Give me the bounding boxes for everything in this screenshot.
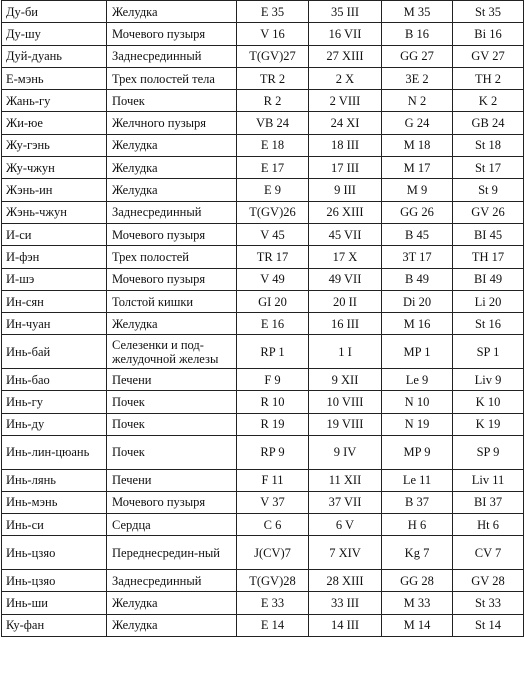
point-name-cell: Жань-гу (2, 90, 107, 112)
code-cell-4: TH 2 (453, 67, 524, 89)
code-cell-1: E 14 (237, 614, 309, 636)
code-cell-2: 20 II (309, 290, 382, 312)
code-cell-2: 26 XIII (309, 201, 382, 223)
code-cell-1: E 18 (237, 134, 309, 156)
meridian-cell: Заднесрединный (107, 570, 237, 592)
meridian-cell: Почек (107, 435, 237, 469)
code-cell-1: GI 20 (237, 290, 309, 312)
code-cell-1: E 17 (237, 157, 309, 179)
code-cell-3: G 24 (382, 112, 453, 134)
meridian-cell: Мочевого пузыря (107, 491, 237, 513)
meridian-cell: Мочевого пузыря (107, 23, 237, 45)
code-cell-4: St 17 (453, 157, 524, 179)
table-row (2, 157, 524, 179)
meridian-cell: Желудка (107, 134, 237, 156)
point-name-cell: Инь-мэнь (2, 491, 107, 513)
code-cell-1: F 11 (237, 469, 309, 491)
code-cell-3: B 16 (382, 23, 453, 45)
meridian-cell: Почек (107, 391, 237, 413)
table-row (2, 67, 524, 89)
meridian-cell: Мочевого пузыря (107, 223, 237, 245)
code-cell-4: St 16 (453, 313, 524, 335)
table-row (2, 268, 524, 290)
code-cell-4: K 19 (453, 413, 524, 435)
code-cell-2: 2 VIII (309, 90, 382, 112)
point-name-cell: Инь-гу (2, 391, 107, 413)
code-cell-3: N 10 (382, 391, 453, 413)
code-cell-2: 11 XII (309, 469, 382, 491)
point-name-cell: Инь-лин-цюань (2, 435, 107, 469)
code-cell-2: 9 IV (309, 435, 382, 469)
acupuncture-points-table (1, 0, 524, 637)
table-row (2, 223, 524, 245)
meridian-cell: Почек (107, 413, 237, 435)
code-cell-2: 28 XIII (309, 570, 382, 592)
code-cell-3: M 14 (382, 614, 453, 636)
meridian-cell: Переднесредин-ный (107, 536, 237, 570)
code-cell-2: 19 VIII (309, 413, 382, 435)
code-cell-3: H 6 (382, 514, 453, 536)
code-cell-3: MP 1 (382, 335, 453, 369)
code-cell-4: Bi 16 (453, 23, 524, 45)
point-name-cell: И-шэ (2, 268, 107, 290)
table-row (2, 570, 524, 592)
table-row (2, 1, 524, 23)
table-row (2, 435, 524, 469)
code-cell-1: V 45 (237, 223, 309, 245)
meridian-cell: Желудка (107, 592, 237, 614)
code-cell-2: 27 XIII (309, 45, 382, 67)
code-cell-2: 45 VII (309, 223, 382, 245)
meridian-cell: Трех полостей тела (107, 67, 237, 89)
code-cell-1: E 33 (237, 592, 309, 614)
code-cell-4: St 18 (453, 134, 524, 156)
table-row (2, 45, 524, 67)
code-cell-3: 3E 2 (382, 67, 453, 89)
code-cell-3: Kg 7 (382, 536, 453, 570)
point-name-cell: Инь-бай (2, 335, 107, 369)
point-name-cell: Дуй-дуань (2, 45, 107, 67)
point-name-cell: Жэнь-ин (2, 179, 107, 201)
table-row (2, 313, 524, 335)
code-cell-1: TR 17 (237, 246, 309, 268)
code-cell-1: V 37 (237, 491, 309, 513)
code-cell-1: R 10 (237, 391, 309, 413)
code-cell-4: BI 37 (453, 491, 524, 513)
meridian-cell: Желудка (107, 179, 237, 201)
code-cell-3: GG 26 (382, 201, 453, 223)
meridian-cell: Желудка (107, 614, 237, 636)
point-name-cell: И-фэн (2, 246, 107, 268)
code-cell-4: SP 1 (453, 335, 524, 369)
code-cell-4: St 35 (453, 1, 524, 23)
table-row (2, 134, 524, 156)
meridian-cell: Печени (107, 469, 237, 491)
code-cell-2: 49 VII (309, 268, 382, 290)
point-name-cell: Е-мэнь (2, 67, 107, 89)
code-cell-4: Li 20 (453, 290, 524, 312)
code-cell-3: M 9 (382, 179, 453, 201)
code-cell-3: M 18 (382, 134, 453, 156)
code-cell-1: E 9 (237, 179, 309, 201)
code-cell-3: M 33 (382, 592, 453, 614)
code-cell-1: J(CV)7 (237, 536, 309, 570)
code-cell-2: 2 X (309, 67, 382, 89)
code-cell-1: E 16 (237, 313, 309, 335)
table-row (2, 413, 524, 435)
code-cell-4: GV 26 (453, 201, 524, 223)
code-cell-1: V 16 (237, 23, 309, 45)
code-cell-2: 9 III (309, 179, 382, 201)
table-row (2, 290, 524, 312)
code-cell-1: F 9 (237, 369, 309, 391)
code-cell-1: VB 24 (237, 112, 309, 134)
code-cell-4: TH 17 (453, 246, 524, 268)
code-cell-2: 37 VII (309, 491, 382, 513)
point-name-cell: Инь-ши (2, 592, 107, 614)
point-name-cell: Инь-лянь (2, 469, 107, 491)
code-cell-1: T(GV)28 (237, 570, 309, 592)
point-name-cell: Ин-чуан (2, 313, 107, 335)
code-cell-2: 17 X (309, 246, 382, 268)
code-cell-1: RP 9 (237, 435, 309, 469)
code-cell-3: N 19 (382, 413, 453, 435)
code-cell-2: 33 III (309, 592, 382, 614)
meridian-cell: Почек (107, 90, 237, 112)
code-cell-2: 9 XII (309, 369, 382, 391)
meridian-cell: Заднесрединный (107, 201, 237, 223)
code-cell-3: Di 20 (382, 290, 453, 312)
table-row (2, 90, 524, 112)
point-name-cell: Жу-чжун (2, 157, 107, 179)
code-cell-4: GV 28 (453, 570, 524, 592)
point-name-cell: Ду-шу (2, 23, 107, 45)
code-cell-4: St 9 (453, 179, 524, 201)
code-cell-3: M 35 (382, 1, 453, 23)
code-cell-3: B 37 (382, 491, 453, 513)
code-cell-1: RP 1 (237, 335, 309, 369)
table-row (2, 491, 524, 513)
meridian-cell: Желчного пузыря (107, 112, 237, 134)
meridian-cell: Мочевого пузыря (107, 268, 237, 290)
code-cell-1: C 6 (237, 514, 309, 536)
point-name-cell: Инь-бао (2, 369, 107, 391)
code-cell-3: MP 9 (382, 435, 453, 469)
code-cell-1: T(GV)27 (237, 45, 309, 67)
code-cell-1: R 19 (237, 413, 309, 435)
code-cell-3: Le 9 (382, 369, 453, 391)
code-cell-1: TR 2 (237, 67, 309, 89)
table-row (2, 246, 524, 268)
code-cell-3: M 17 (382, 157, 453, 179)
code-cell-4: St 33 (453, 592, 524, 614)
code-cell-2: 10 VIII (309, 391, 382, 413)
code-cell-3: B 49 (382, 268, 453, 290)
code-cell-4: Liv 9 (453, 369, 524, 391)
point-name-cell: Инь-цзяо (2, 536, 107, 570)
table-row (2, 391, 524, 413)
table-row (2, 179, 524, 201)
code-cell-4: K 2 (453, 90, 524, 112)
table-row (2, 23, 524, 45)
code-cell-4: SP 9 (453, 435, 524, 469)
table-row (2, 592, 524, 614)
table-row (2, 614, 524, 636)
code-cell-2: 17 III (309, 157, 382, 179)
code-cell-4: St 14 (453, 614, 524, 636)
code-cell-3: M 16 (382, 313, 453, 335)
code-cell-1: R 2 (237, 90, 309, 112)
table-row (2, 201, 524, 223)
code-cell-3: Le 11 (382, 469, 453, 491)
point-name-cell: Инь-ду (2, 413, 107, 435)
meridian-cell: Селезенки и под-желудочной железы (107, 335, 237, 369)
point-name-cell: Ин-сян (2, 290, 107, 312)
meridian-cell: Желудка (107, 157, 237, 179)
code-cell-3: N 2 (382, 90, 453, 112)
code-cell-4: GB 24 (453, 112, 524, 134)
point-name-cell: Ку-фан (2, 614, 107, 636)
meridian-cell: Трех полостей (107, 246, 237, 268)
code-cell-2: 14 III (309, 614, 382, 636)
code-cell-4: Liv 11 (453, 469, 524, 491)
code-cell-2: 7 XIV (309, 536, 382, 570)
meridian-cell: Желудка (107, 1, 237, 23)
table-row (2, 514, 524, 536)
meridian-cell: Заднесрединный (107, 45, 237, 67)
code-cell-4: BI 45 (453, 223, 524, 245)
code-cell-2: 6 V (309, 514, 382, 536)
point-name-cell: И-си (2, 223, 107, 245)
point-name-cell: Жу-гэнь (2, 134, 107, 156)
code-cell-3: GG 28 (382, 570, 453, 592)
meridian-cell: Печени (107, 369, 237, 391)
table-row (2, 335, 524, 369)
code-cell-1: T(GV)26 (237, 201, 309, 223)
code-cell-2: 18 III (309, 134, 382, 156)
point-name-cell: Инь-цзяо (2, 570, 107, 592)
table-row (2, 369, 524, 391)
point-name-cell: Инь-си (2, 514, 107, 536)
meridian-cell: Желудка (107, 313, 237, 335)
code-cell-4: BI 49 (453, 268, 524, 290)
code-cell-3: 3T 17 (382, 246, 453, 268)
table-body (2, 1, 524, 637)
point-name-cell: Жэнь-чжун (2, 201, 107, 223)
table-row (2, 469, 524, 491)
code-cell-1: E 35 (237, 1, 309, 23)
code-cell-3: B 45 (382, 223, 453, 245)
table-row (2, 112, 524, 134)
point-name-cell: Жи-юе (2, 112, 107, 134)
code-cell-4: CV 7 (453, 536, 524, 570)
meridian-cell: Сердца (107, 514, 237, 536)
code-cell-4: Ht 6 (453, 514, 524, 536)
code-cell-3: GG 27 (382, 45, 453, 67)
code-cell-2: 1 I (309, 335, 382, 369)
table-row (2, 536, 524, 570)
code-cell-2: 16 III (309, 313, 382, 335)
code-cell-2: 16 VII (309, 23, 382, 45)
code-cell-4: GV 27 (453, 45, 524, 67)
meridian-cell: Толстой кишки (107, 290, 237, 312)
code-cell-1: V 49 (237, 268, 309, 290)
code-cell-2: 24 XI (309, 112, 382, 134)
code-cell-2: 35 III (309, 1, 382, 23)
point-name-cell: Ду-би (2, 1, 107, 23)
code-cell-4: K 10 (453, 391, 524, 413)
